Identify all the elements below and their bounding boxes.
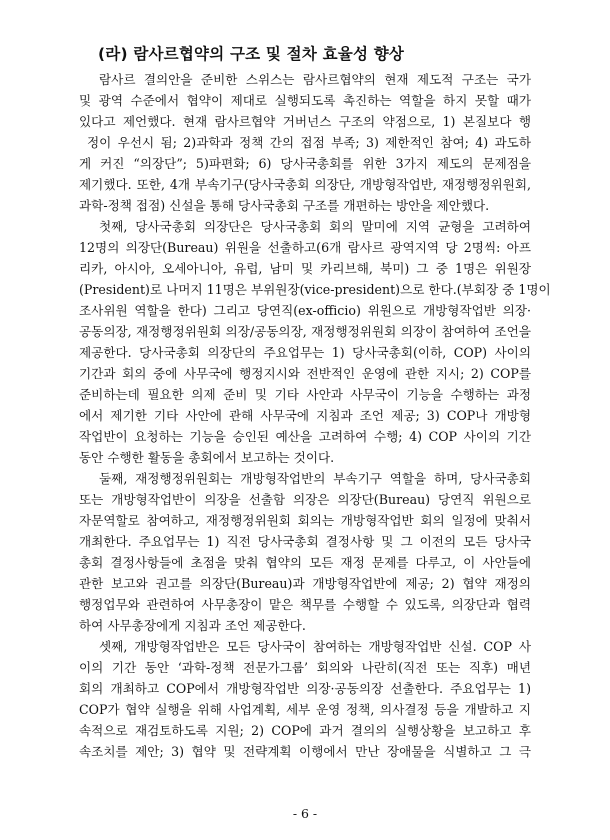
text-line: 둘째, 재정행정위원회는 개방형작업반의 부속기구 역할을 하며, 당사국총회 bbox=[99, 471, 531, 486]
text-line: 또는 개방형작업반이 의장을 선출함 의장은 의장단(Bureau) 당연직 위원으로 bbox=[79, 492, 531, 507]
text-line: 및 광역 수준에서 협약이 제대로 실행되도록 촉진하는 역할을 하지 못할 때가 bbox=[79, 93, 531, 108]
text-line: 이의 기간 동안 ‘과학-정책 전문가그룹’ 회의와 나란히(직전 또는 직후) 매년 bbox=[79, 660, 531, 675]
text-line: 게 커진 “의장단”; 5)파편화; 6) 당사국총회를 위한 3가지 제도의 문제점을 bbox=[79, 156, 531, 171]
body-text bbox=[79, 69, 551, 762]
text-line: 과학-정책 접점) 신설을 통해 당사국총회 구조를 개편하는 방안을 제안했다. bbox=[79, 198, 490, 213]
text-line: 에서 제기한 기타 사안에 관해 사무국에 지침과 조언 제공; 3) COP나 개방형 bbox=[79, 408, 531, 423]
text-line: 개최한다. 주요업무는 1) 직전 당사국총회 결정사항 및 그 이전의 모든 당사국 bbox=[79, 534, 531, 549]
text-line: 12명의 의장단(Bureau) 위원을 선출하고(6개 람사르 광역지역 당 2명씩: 아프 bbox=[79, 240, 531, 255]
text-line: 있다고 제언했다. 현재 람사르협약 거버넌스 구조의 약점으로, 1) 본질보다 행 bbox=[79, 114, 531, 129]
text-line: 제공한다. 당사국총회 의장단의 주요업무는 1) 당사국총회(이하, COP) 사이의 bbox=[79, 345, 531, 360]
text-line: 하여 사무총장에게 지침과 조언 제공한다. bbox=[79, 618, 306, 633]
text-line: 리카, 아시아, 오세아니아, 유럽, 남미 및 카리브해, 북미) 그 중 1명은 위원장 bbox=[79, 261, 531, 276]
text-line: 정이 우선시 됨; 2)과학과 정책 간의 접점 부족; 3) 제한적인 참여; 4) 과도하 bbox=[87, 135, 531, 150]
text-line: 동안 수행한 활동을 총회에서 보고하는 것이다. bbox=[79, 450, 335, 465]
page-number: - 6 - bbox=[292, 806, 318, 821]
text-line: (President)로 나머지 11명은 부위원장(vice-president)으로 한다.(부회장 중 1명이 bbox=[79, 282, 551, 297]
section-heading: (라) 람사르협약의 구조 및 절차 효율성 향상 bbox=[98, 45, 405, 63]
text-line: 준비하는데 필요한 의제 준비 및 기타 사안과 사무국이 기능을 수행하는 과정 bbox=[79, 387, 531, 402]
text-line: COP가 협약 실행을 위해 사업계획, 세부 운영 정책, 의사결정 등을 개발하고 지 bbox=[79, 702, 531, 717]
text-line: 회의 개최하고 COP에서 개방형작업반 의장·공동의장 선출한다. 주요업무는 1) bbox=[79, 681, 531, 696]
text-line: 행정업무와 관련하여 사무총장이 맡은 책무를 수행할 수 있도록, 의장단과 협력 bbox=[79, 597, 531, 612]
text-line: 셋째, 개방형작업반은 모든 당사국이 참여하는 개방형작업반 신설. COP 사 bbox=[99, 639, 531, 654]
text-line: 총회 결정사항들에 초점을 맞춰 협약의 모든 재정 문제를 다루고, 이 사안들에 bbox=[79, 555, 531, 570]
paragraph bbox=[79, 468, 531, 636]
text-line: 제기했다. 또한, 4개 부속기구(당사국총회 의장단, 개방형작업반, 재정행정위원회, bbox=[79, 177, 531, 192]
text-line: 람사르 결의안을 준비한 스위스는 람사르협약의 현재 제도적 구조는 국가 bbox=[99, 72, 531, 87]
text-line: 첫째, 당사국총회 의장단은 당사국총회 회의 말미에 지역 균형을 고려하여 bbox=[99, 219, 531, 234]
paragraph bbox=[79, 636, 531, 762]
text-line: 공동의장, 재정행정위원회 의장/공동의장, 재정행정위원회 의장이 참여하여 조언을 bbox=[79, 324, 531, 339]
text-line: 속적으로 재검토하도록 지원; 2) COP에 과거 결의의 실행상황을 보고하고 후 bbox=[79, 723, 531, 738]
text-line: 기간과 회의 중에 사무국에 행정지시와 전반적인 운영에 관한 지시; 2) COP를 bbox=[79, 366, 531, 381]
text-line: 자문역할로 참여하고, 재정행정위원회 회의는 개방형작업반 회의 일정에 맞춰서 bbox=[79, 513, 531, 528]
text-line: 속조치를 제안; 3) 협약 및 전략계획 이행에서 만난 장애물을 식별하고 그 극 bbox=[79, 744, 531, 759]
paragraph bbox=[79, 69, 531, 216]
text-line: 조사위원 역할을 한다) 그리고 당연직(ex-officio) 위원으로 개방형작업반 의장· bbox=[79, 303, 531, 318]
text-line: 관한 보고와 권고를 의장단(Bureau)과 개방형작업반에 제공; 2) 협약 재정의 bbox=[79, 576, 531, 591]
text-line: 작업반이 요청하는 기능을 승인된 예산을 고려하여 수행; 4) COP 사이의 기간 bbox=[79, 429, 531, 444]
paragraph bbox=[79, 216, 551, 468]
